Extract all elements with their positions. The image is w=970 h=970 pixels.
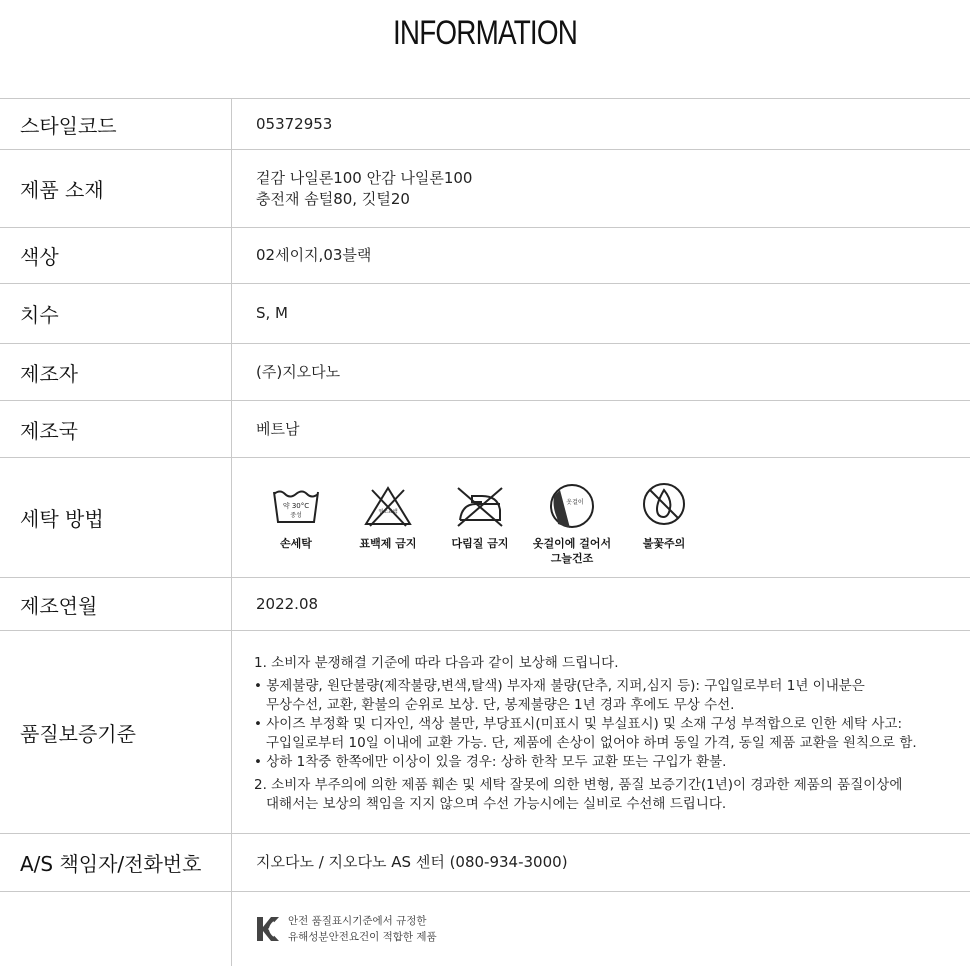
svg-text:염소표백: 염소표백	[378, 509, 398, 515]
svg-text:중성: 중성	[290, 512, 302, 519]
care-icons	[232, 458, 970, 577]
material-value	[232, 150, 970, 227]
warranty-line: 무상수선, 교환, 환불의 순위로 보상. 단, 봉제불량은 1년 경과 후에도 무상 수선.	[266, 697, 735, 713]
fire-caution-icon	[636, 480, 692, 532]
row-style-code	[0, 98, 970, 150]
care-label-line-2: 그늘건조	[550, 552, 594, 565]
svg-text:옷걸이: 옷걸이	[566, 499, 584, 506]
row-warranty	[0, 631, 970, 834]
row-label: 제조연월	[0, 578, 232, 630]
kc-mark-icon	[254, 914, 282, 944]
care-item-hang-dry	[526, 480, 618, 566]
maker-value: (주)지오다노	[256, 362, 341, 381]
date-value: 2022.08	[256, 594, 319, 613]
page-title: INFORMATION	[392, 14, 578, 52]
care-label: 다림질 금지	[451, 537, 509, 550]
row-label: 품질보증기준	[0, 631, 232, 833]
row-label: 치수	[0, 284, 232, 343]
row-size	[0, 284, 970, 344]
hand-wash-icon	[268, 480, 324, 532]
kc-text-line-1: 안전 품질표시기준에서 규정한	[288, 915, 427, 927]
info-table	[0, 98, 970, 966]
care-label-line-1: 옷걸이에 걸어서	[532, 537, 612, 550]
warranty-line: • 봉제불량, 원단불량(제작불량,변색,탈색) 부자재 불량(단추, 지퍼,심지 등): 구입일로부터 1년 이내분은	[254, 678, 865, 694]
kc-text-line-2: 유해성분안전요건이 적합한 제품	[288, 931, 437, 943]
warranty-line: 구입일로부터 10일 이내에 교환 가능. 단, 제품에 손상이 없어야 하며 동일 가격, 동일 제품 교환을 원칙으로 함.	[266, 735, 917, 751]
row-material	[0, 150, 970, 228]
care-label	[533, 536, 611, 566]
warranty-line: • 사이즈 부정확 및 디자인, 색상 불만, 부당표시(미표시 및 부실표시) 및 소재 구성 부적합으로 인한 세탁 사고:	[254, 716, 903, 732]
care-item-hand-wash	[250, 480, 342, 551]
warranty-text	[232, 631, 970, 833]
warranty-line: 1. 소비자 분쟁해결 기준에 따라 다음과 같이 보상해 드립니다.	[254, 655, 619, 671]
no-iron-icon	[452, 480, 508, 532]
row-kc	[0, 892, 970, 966]
row-as	[0, 834, 970, 892]
row-label: A/S 책임자/전화번호	[0, 834, 232, 891]
size-value: S, M	[256, 304, 288, 322]
row-label: 제조국	[0, 401, 232, 457]
material-line-1: 겉감 나일론100 안감 나일론100	[256, 168, 473, 187]
kc-certification	[232, 892, 970, 966]
row-color	[0, 228, 970, 284]
row-washing	[0, 458, 970, 578]
warranty-line: 대해서는 보상의 책임을 지지 않으며 수선 가능시에는 실비로 수선해 드립니다.	[266, 796, 727, 812]
row-label: 제품 소재	[0, 150, 232, 227]
as-value: 지오다노 / 지오다노 AS 센터 (080-934-3000)	[256, 853, 568, 871]
kc-text	[288, 913, 437, 945]
material-line-2: 충전재 솜털80, 깃털20	[256, 189, 410, 208]
row-label: 제조자	[0, 344, 232, 400]
care-item-fire-caution	[618, 480, 710, 551]
svg-text:약 30°C: 약 30°C	[282, 502, 310, 510]
warranty-line: 2. 소비자 부주의에 의한 제품 훼손 및 세탁 잘못에 의한 변형, 품질 보증기간(1년)이 경과한 제품의 품질이상에	[254, 777, 903, 793]
row-country	[0, 401, 970, 458]
warranty-line: • 상하 1착중 한쪽에만 이상이 있을 경우: 상하 한착 모두 교환 또는 구입가 환불.	[254, 754, 727, 770]
color-value: 02세이지,03블랙	[256, 246, 372, 264]
row-maker	[0, 344, 970, 401]
row-date	[0, 578, 970, 631]
row-label: 세탁 방법	[0, 458, 232, 577]
care-label: 손세탁	[280, 537, 312, 550]
row-label-empty	[0, 892, 232, 966]
care-item-no-bleach	[342, 480, 434, 551]
care-item-no-iron	[434, 480, 526, 551]
hang-dry-shade-icon	[544, 480, 600, 532]
care-label: 표백제 금지	[359, 537, 417, 550]
row-label: 색상	[0, 228, 232, 283]
style-code-value: 05372953	[256, 114, 333, 133]
no-bleach-icon	[360, 480, 416, 532]
country-value: 베트남	[256, 419, 300, 438]
care-label: 불꽃주의	[642, 537, 686, 550]
row-label: 스타일코드	[0, 99, 232, 149]
